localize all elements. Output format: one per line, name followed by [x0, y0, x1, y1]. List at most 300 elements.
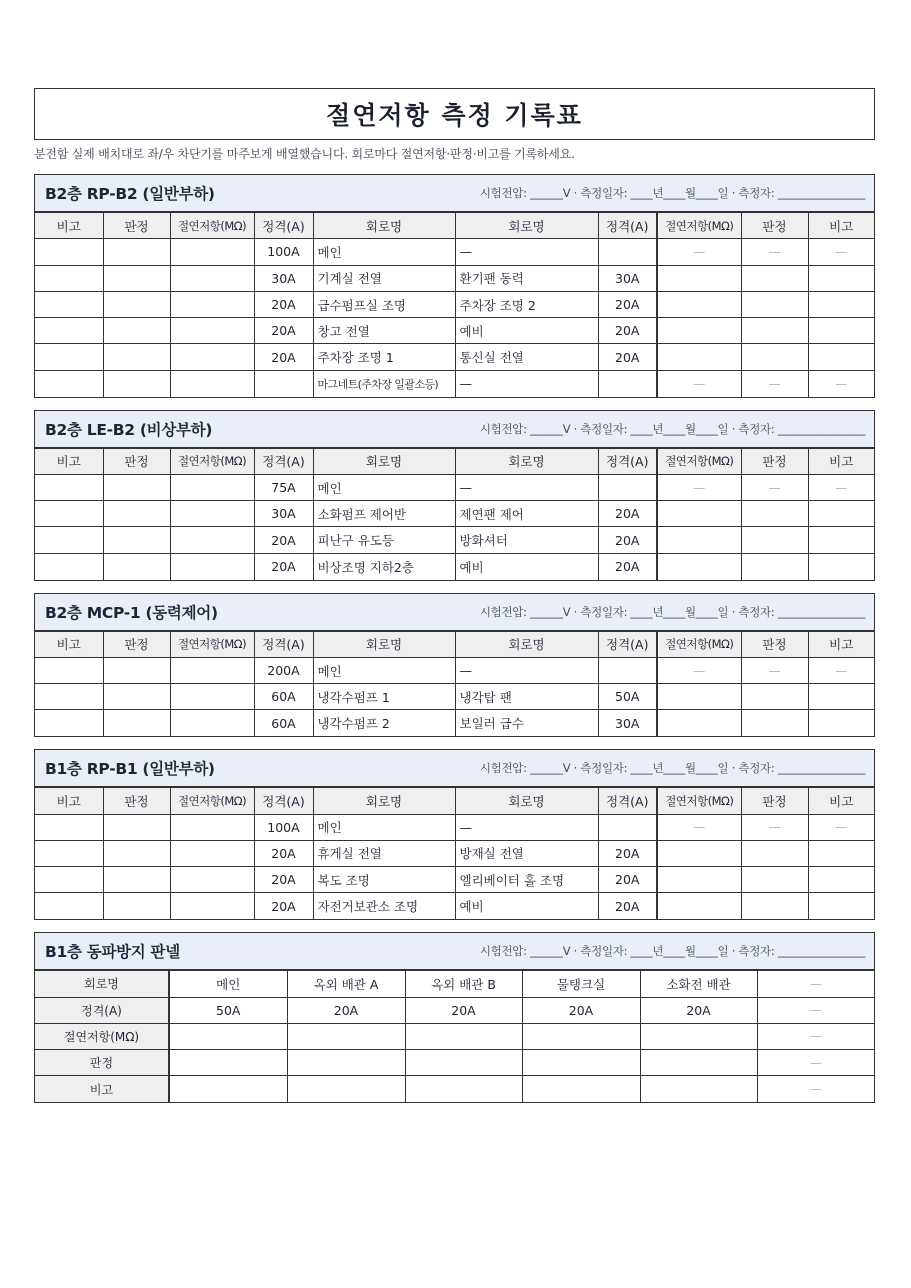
entry-cell[interactable] — [522, 1050, 640, 1076]
table-row — [35, 291, 874, 317]
left-rating-cell: 100A — [254, 239, 313, 265]
column-header-judge: 판정 — [103, 213, 170, 239]
left-judge-cell[interactable] — [103, 684, 170, 710]
right-rating-cell: 20A — [598, 867, 657, 893]
right-rating-cell: 20A — [598, 893, 657, 919]
right-circuit-cell: 보일러 급수 — [455, 710, 598, 736]
column-header-resist: 절연저항(MΩ) — [170, 631, 254, 657]
panel-card — [34, 749, 875, 920]
right-circuit-cell: — — [455, 474, 598, 500]
left-note-cell[interactable] — [35, 527, 103, 553]
row-label-cell: 회로명 — [35, 971, 169, 997]
left-resist-cell[interactable] — [170, 814, 254, 840]
left-judge-cell[interactable] — [103, 527, 170, 553]
column-header-note: 비고 — [35, 448, 103, 474]
rating-cell: 20A — [287, 997, 405, 1023]
right-circuit-cell: — — [455, 239, 598, 265]
right-resist-cell: — — [657, 239, 741, 265]
left-rating-cell: 20A — [254, 867, 313, 893]
column-header-resist: 절연저항(MΩ) — [657, 631, 741, 657]
column-header-resist: 절연저항(MΩ) — [170, 788, 254, 814]
entry-cell[interactable] — [405, 1023, 522, 1049]
right-rating-cell: 20A — [598, 553, 657, 579]
left-note-cell[interactable] — [35, 893, 103, 919]
left-circuit-cell: 메인 — [313, 657, 455, 683]
left-resist-cell[interactable] — [170, 710, 254, 736]
left-resist-cell[interactable] — [170, 553, 254, 579]
left-rating-cell: 60A — [254, 684, 313, 710]
right-judge-cell: — — [741, 370, 808, 396]
panel-gap — [34, 737, 875, 749]
panel-gap — [34, 920, 875, 932]
column-header-judge: 판정 — [103, 788, 170, 814]
column-header-rating: 정격(A) — [254, 213, 313, 239]
right-note-cell: — — [808, 370, 874, 396]
right-circuit-cell: 통신실 전열 — [455, 344, 598, 370]
right-resist-cell: — — [657, 657, 741, 683]
panel-name: B2층 MCP-1 (동력제어) — [45, 603, 218, 622]
left-resist-cell[interactable] — [170, 344, 254, 370]
column-header-resist: 절연저항(MΩ) — [657, 213, 741, 239]
left-resist-cell[interactable] — [170, 684, 254, 710]
right-judge-cell[interactable] — [741, 265, 808, 291]
panel-header — [35, 594, 874, 631]
row-label-cell: 비고 — [35, 1076, 169, 1102]
left-note-cell[interactable] — [35, 239, 103, 265]
column-header-circuit: 회로명 — [455, 213, 598, 239]
right-circuit-cell: — — [455, 370, 598, 396]
left-rating-cell: 20A — [254, 553, 313, 579]
panel-meta: 시험전압: ______V · 측정일자: ____년____월____일 · 측정자: ________________ — [479, 421, 865, 436]
column-header-circuit: 회로명 — [455, 788, 598, 814]
panel-meta: 시험전압: ______V · 측정일자: ____년____월____일 · 측정자: ________________ — [479, 186, 865, 200]
left-judge-cell[interactable] — [103, 867, 170, 893]
left-judge-cell[interactable] — [103, 474, 170, 500]
column-header-rating: 정격(A) — [598, 448, 657, 474]
left-note-cell[interactable] — [35, 344, 103, 370]
left-circuit-cell: 주차장 조명 1 — [313, 344, 455, 370]
right-note-cell: — — [808, 239, 874, 265]
unused-cell: — — [757, 997, 874, 1023]
panel-name: B1층 동파방지 판넬 — [45, 943, 180, 962]
table-row — [35, 657, 874, 683]
right-resist-cell: — — [657, 474, 741, 500]
right-resist-cell[interactable] — [657, 684, 741, 710]
left-note-cell[interactable] — [35, 318, 103, 344]
column-header-note: 비고 — [808, 213, 874, 239]
left-note-cell[interactable] — [35, 867, 103, 893]
left-rating-cell: 30A — [254, 501, 313, 527]
left-judge-cell[interactable] — [103, 265, 170, 291]
right-note-cell[interactable] — [808, 318, 874, 344]
left-judge-cell[interactable] — [103, 344, 170, 370]
right-note-cell: — — [808, 814, 874, 840]
damper-table — [35, 970, 874, 1102]
header-row — [35, 213, 874, 239]
left-rating-cell: 30A — [254, 265, 313, 291]
left-circuit-cell: 마그네트(주차장 일괄소등) — [313, 370, 455, 396]
circuit-table — [35, 448, 874, 580]
circuit-table — [35, 787, 874, 919]
left-circuit-cell: 메인 — [313, 474, 455, 500]
left-note-cell[interactable] — [35, 710, 103, 736]
right-judge-cell[interactable] — [741, 684, 808, 710]
left-rating-cell: 20A — [254, 840, 313, 866]
right-resist-cell[interactable] — [657, 867, 741, 893]
rating-cell: 20A — [522, 997, 640, 1023]
right-judge-cell[interactable] — [741, 291, 808, 317]
row-label-cell: 절연저항(MΩ) — [35, 1023, 169, 1049]
circuit-name-cell: 소화전 배관 — [640, 971, 757, 997]
left-rating-cell: 100A — [254, 814, 313, 840]
right-circuit-cell: — — [455, 657, 598, 683]
left-note-cell[interactable] — [35, 370, 103, 396]
right-circuit-cell: 제연팬 제어 — [455, 501, 598, 527]
left-rating-cell: 20A — [254, 893, 313, 919]
right-note-cell[interactable] — [808, 840, 874, 866]
right-circuit-cell: 예비 — [455, 318, 598, 344]
column-header-circuit: 회로명 — [313, 631, 455, 657]
column-header-circuit: 회로명 — [455, 448, 598, 474]
panel-gap — [34, 398, 875, 410]
panel-header — [35, 750, 874, 787]
left-rating-cell — [254, 370, 313, 396]
panel-card — [34, 410, 875, 581]
right-resist-cell: — — [657, 370, 741, 396]
left-resist-cell[interactable] — [170, 840, 254, 866]
right-rating-cell: 50A — [598, 684, 657, 710]
entry-cell[interactable] — [640, 1050, 757, 1076]
right-judge-cell: — — [741, 814, 808, 840]
column-header-note: 비고 — [35, 788, 103, 814]
column-header-rating: 정격(A) — [254, 448, 313, 474]
panel-name: B1층 RP-B1 (일반부하) — [45, 760, 215, 779]
right-resist-cell[interactable] — [657, 265, 741, 291]
right-circuit-cell: 예비 — [455, 893, 598, 919]
left-rating-cell: 75A — [254, 474, 313, 500]
column-header-resist: 절연저항(MΩ) — [170, 448, 254, 474]
right-rating-cell: 30A — [598, 710, 657, 736]
right-rating-cell — [598, 657, 657, 683]
right-circuit-cell: 방화셔터 — [455, 527, 598, 553]
damper-panel-card — [34, 932, 875, 1103]
column-header-circuit: 회로명 — [455, 631, 598, 657]
left-circuit-cell: 기계실 전열 — [313, 265, 455, 291]
right-resist-cell[interactable] — [657, 501, 741, 527]
unused-cell: — — [757, 1023, 874, 1049]
rating-cell: 50A — [169, 997, 287, 1023]
right-note-cell[interactable] — [808, 684, 874, 710]
left-note-cell[interactable] — [35, 291, 103, 317]
left-judge-cell[interactable] — [103, 553, 170, 579]
right-resist-cell[interactable] — [657, 553, 741, 579]
left-resist-cell[interactable] — [170, 867, 254, 893]
left-judge-cell[interactable] — [103, 710, 170, 736]
right-rating-cell: 20A — [598, 501, 657, 527]
circuit-name-cell: 메인 — [169, 971, 287, 997]
column-header-resist: 절연저항(MΩ) — [170, 213, 254, 239]
table-row — [35, 814, 874, 840]
column-header-rating: 정격(A) — [598, 631, 657, 657]
unused-cell: — — [757, 971, 874, 997]
panel-meta: 시험전압: ______V · 측정일자: ____년____월____일 · 측정자: ________________ — [479, 944, 865, 959]
table-row — [35, 318, 874, 344]
left-circuit-cell: 휴게실 전열 — [313, 840, 455, 866]
entry-cell[interactable] — [169, 1050, 287, 1076]
left-resist-cell[interactable] — [170, 318, 254, 344]
table-row — [35, 710, 874, 736]
column-header-rating: 정격(A) — [254, 788, 313, 814]
column-header-judge: 판정 — [741, 448, 808, 474]
header-row — [35, 448, 874, 474]
right-circuit-cell: — — [455, 814, 598, 840]
right-resist-cell[interactable] — [657, 291, 741, 317]
left-judge-cell[interactable] — [103, 291, 170, 317]
right-note-cell[interactable] — [808, 893, 874, 919]
column-header-resist: 절연저항(MΩ) — [657, 788, 741, 814]
panel-card — [34, 593, 875, 738]
header-row — [35, 631, 874, 657]
table-row — [35, 370, 874, 396]
right-rating-cell — [598, 239, 657, 265]
right-circuit-cell: 예비 — [455, 553, 598, 579]
panel-name: B2층 LE-B2 (비상부하) — [45, 420, 213, 439]
right-judge-cell[interactable] — [741, 344, 808, 370]
right-circuit-cell: 환기팬 동력 — [455, 265, 598, 291]
right-rating-cell: 20A — [598, 318, 657, 344]
left-circuit-cell: 복도 조명 — [313, 867, 455, 893]
right-rating-cell — [598, 814, 657, 840]
right-note-cell[interactable] — [808, 344, 874, 370]
table-row — [35, 239, 874, 265]
circuit-table — [35, 212, 874, 397]
left-judge-cell[interactable] — [103, 814, 170, 840]
entry-cell[interactable] — [640, 1076, 757, 1102]
left-note-cell[interactable] — [35, 501, 103, 527]
table-row — [35, 1023, 874, 1049]
left-judge-cell[interactable] — [103, 318, 170, 344]
table-row — [35, 971, 874, 997]
column-header-note: 비고 — [35, 213, 103, 239]
right-rating-cell: 20A — [598, 527, 657, 553]
left-resist-cell[interactable] — [170, 370, 254, 396]
panel-meta: 시험전압: ______V · 측정일자: ____년____월____일 · 측정자: ________________ — [479, 604, 865, 619]
entry-cell[interactable] — [287, 1023, 405, 1049]
unused-cell: — — [757, 1050, 874, 1076]
left-note-cell[interactable] — [35, 840, 103, 866]
left-rating-cell: 200A — [254, 657, 313, 683]
right-circuit-cell: 엘리베이터 홀 조명 — [455, 867, 598, 893]
right-resist-cell[interactable] — [657, 527, 741, 553]
page-subtitle: 분전함 실제 배치대로 좌/우 차단기를 마주보게 배열했습니다. 회로마다 절연저항·판정·비고를 기록하세요. — [34, 147, 575, 161]
entry-cell[interactable] — [522, 1023, 640, 1049]
right-judge-cell: — — [741, 657, 808, 683]
right-note-cell[interactable] — [808, 291, 874, 317]
panel-header — [35, 175, 874, 212]
left-rating-cell: 20A — [254, 527, 313, 553]
circuit-table — [35, 631, 874, 737]
column-header-judge: 판정 — [741, 631, 808, 657]
panel-name: B2층 RP-B2 (일반부하) — [45, 185, 215, 203]
entry-cell[interactable] — [405, 1050, 522, 1076]
left-resist-cell[interactable] — [170, 527, 254, 553]
left-note-cell[interactable] — [35, 684, 103, 710]
right-resist-cell[interactable] — [657, 710, 741, 736]
left-judge-cell[interactable] — [103, 840, 170, 866]
circuit-name-cell: 옥외 배관 A — [287, 971, 405, 997]
table-row — [35, 997, 874, 1023]
table-row — [35, 1076, 874, 1102]
right-note-cell[interactable] — [808, 501, 874, 527]
column-header-circuit: 회로명 — [313, 788, 455, 814]
table-row — [35, 1050, 874, 1076]
entry-cell[interactable] — [169, 1076, 287, 1102]
right-judge-cell[interactable] — [741, 527, 808, 553]
column-header-rating: 정격(A) — [598, 788, 657, 814]
right-resist-cell[interactable] — [657, 344, 741, 370]
title-box — [34, 88, 875, 140]
right-judge-cell[interactable] — [741, 710, 808, 736]
entry-cell[interactable] — [405, 1076, 522, 1102]
right-rating-cell: 20A — [598, 344, 657, 370]
table-row — [35, 893, 874, 919]
column-header-note: 비고 — [808, 448, 874, 474]
table-row — [35, 840, 874, 866]
left-rating-cell: 20A — [254, 344, 313, 370]
table-row — [35, 684, 874, 710]
right-judge-cell[interactable] — [741, 893, 808, 919]
table-row — [35, 344, 874, 370]
left-resist-cell[interactable] — [170, 239, 254, 265]
right-rating-cell — [598, 474, 657, 500]
column-header-resist: 절연저항(MΩ) — [657, 448, 741, 474]
circuit-name-cell: 옥외 배관 B — [405, 971, 522, 997]
right-note-cell[interactable] — [808, 265, 874, 291]
header-row — [35, 788, 874, 814]
left-judge-cell[interactable] — [103, 239, 170, 265]
table-row — [35, 501, 874, 527]
right-circuit-cell: 주차장 조명 2 — [455, 291, 598, 317]
left-judge-cell[interactable] — [103, 370, 170, 396]
right-rating-cell: 20A — [598, 291, 657, 317]
right-judge-cell[interactable] — [741, 840, 808, 866]
left-judge-cell[interactable] — [103, 893, 170, 919]
column-header-circuit: 회로명 — [313, 213, 455, 239]
left-circuit-cell: 소화펌프 제어반 — [313, 501, 455, 527]
page-title: 절연저항 측정 기록표 — [326, 101, 583, 130]
column-header-judge: 판정 — [741, 788, 808, 814]
right-resist-cell: — — [657, 814, 741, 840]
column-header-judge: 판정 — [741, 213, 808, 239]
panel-header — [35, 411, 874, 448]
right-circuit-cell: 냉각탑 팬 — [455, 684, 598, 710]
table-row — [35, 265, 874, 291]
left-resist-cell[interactable] — [170, 474, 254, 500]
left-note-cell[interactable] — [35, 657, 103, 683]
left-rating-cell: 20A — [254, 291, 313, 317]
left-circuit-cell: 자전거보관소 조명 — [313, 893, 455, 919]
left-circuit-cell: 냉각수펌프 1 — [313, 684, 455, 710]
column-header-note: 비고 — [35, 631, 103, 657]
left-resist-cell[interactable] — [170, 265, 254, 291]
left-rating-cell: 20A — [254, 318, 313, 344]
right-judge-cell: — — [741, 239, 808, 265]
entry-cell[interactable] — [287, 1076, 405, 1102]
left-circuit-cell: 피난구 유도등 — [313, 527, 455, 553]
left-circuit-cell: 급수펌프실 조명 — [313, 291, 455, 317]
table-row — [35, 867, 874, 893]
circuit-name-cell: 물탱크실 — [522, 971, 640, 997]
left-note-cell[interactable] — [35, 553, 103, 579]
right-note-cell: — — [808, 657, 874, 683]
panels-container — [34, 174, 875, 1103]
column-header-judge: 판정 — [103, 448, 170, 474]
left-judge-cell[interactable] — [103, 501, 170, 527]
entry-cell[interactable] — [522, 1076, 640, 1102]
row-label-cell: 정격(A) — [35, 997, 169, 1023]
right-rating-cell: 20A — [598, 840, 657, 866]
left-circuit-cell: 창고 전열 — [313, 318, 455, 344]
left-resist-cell[interactable] — [170, 657, 254, 683]
left-resist-cell[interactable] — [170, 501, 254, 527]
right-judge-cell[interactable] — [741, 318, 808, 344]
column-header-note: 비고 — [808, 631, 874, 657]
rating-cell: 20A — [405, 997, 522, 1023]
entry-cell[interactable] — [640, 1023, 757, 1049]
left-resist-cell[interactable] — [170, 893, 254, 919]
entry-cell[interactable] — [287, 1050, 405, 1076]
panel-meta: 시험전압: ______V · 측정일자: ____년____월____일 · 측정자: ________________ — [479, 761, 865, 776]
right-circuit-cell: 방재실 전열 — [455, 840, 598, 866]
table-row — [35, 527, 874, 553]
panel-card — [34, 174, 875, 398]
entry-cell[interactable] — [169, 1023, 287, 1049]
left-note-cell[interactable] — [35, 474, 103, 500]
panel-header — [35, 933, 874, 970]
left-circuit-cell: 냉각수펌프 2 — [313, 710, 455, 736]
left-circuit-cell: 메인 — [313, 814, 455, 840]
left-rating-cell: 60A — [254, 710, 313, 736]
column-header-circuit: 회로명 — [313, 448, 455, 474]
column-header-rating: 정격(A) — [254, 631, 313, 657]
column-header-note: 비고 — [808, 788, 874, 814]
left-resist-cell[interactable] — [170, 291, 254, 317]
right-judge-cell[interactable] — [741, 501, 808, 527]
right-judge-cell[interactable] — [741, 867, 808, 893]
right-rating-cell — [598, 370, 657, 396]
left-note-cell[interactable] — [35, 265, 103, 291]
left-judge-cell[interactable] — [103, 657, 170, 683]
left-note-cell[interactable] — [35, 814, 103, 840]
right-note-cell[interactable] — [808, 867, 874, 893]
table-row — [35, 474, 874, 500]
rating-cell: 20A — [640, 997, 757, 1023]
right-resist-cell[interactable] — [657, 840, 741, 866]
table-row — [35, 553, 874, 579]
unused-cell: — — [757, 1076, 874, 1102]
column-header-rating: 정격(A) — [598, 213, 657, 239]
right-note-cell[interactable] — [808, 553, 874, 579]
right-note-cell[interactable] — [808, 710, 874, 736]
right-note-cell[interactable] — [808, 527, 874, 553]
right-judge-cell: — — [741, 474, 808, 500]
right-rating-cell: 30A — [598, 265, 657, 291]
right-resist-cell[interactable] — [657, 318, 741, 344]
left-circuit-cell: 메인 — [313, 239, 455, 265]
right-judge-cell[interactable] — [741, 553, 808, 579]
right-note-cell: — — [808, 474, 874, 500]
right-resist-cell[interactable] — [657, 893, 741, 919]
